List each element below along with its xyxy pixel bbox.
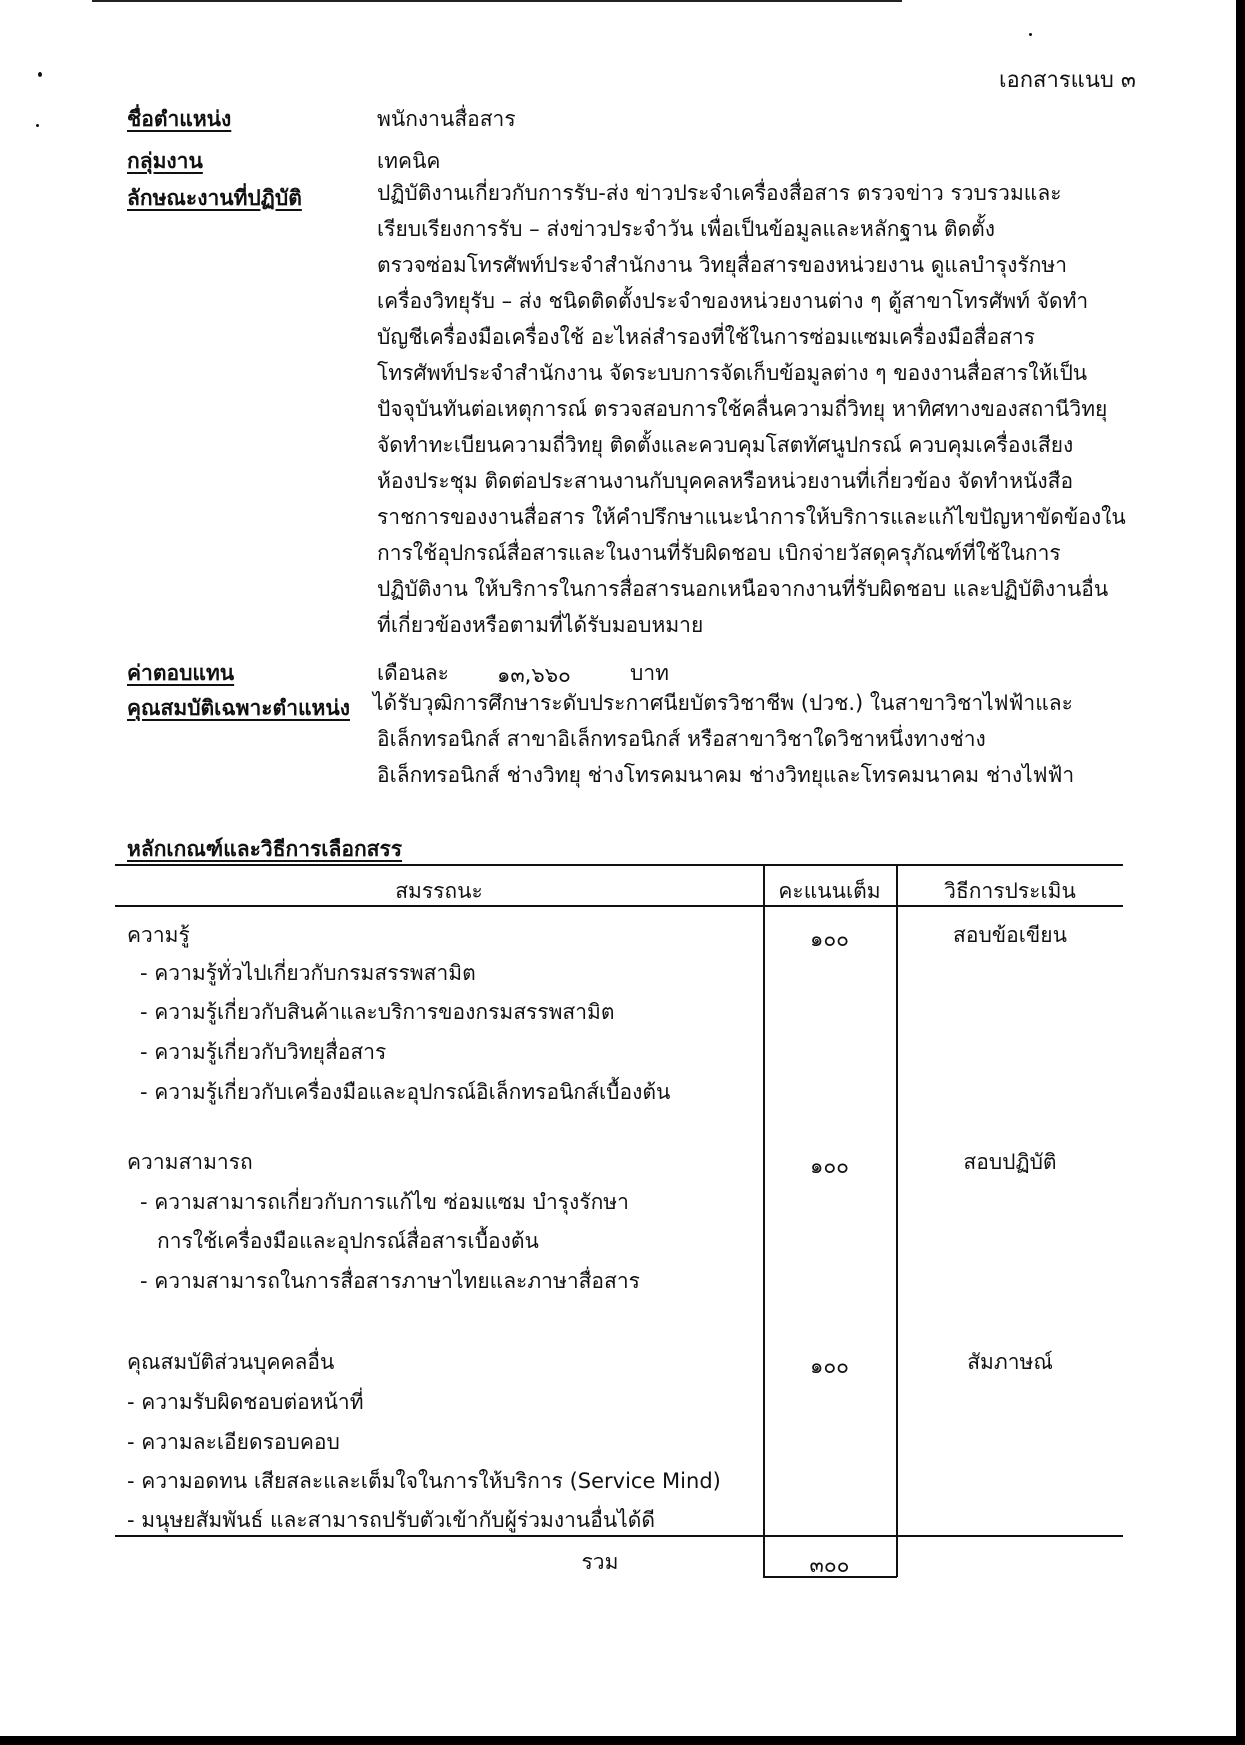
- duties-line: บัญชีเครื่องมือเครื่องใช้ อะไหล่สำรองที่ใช้ในการซ่อมแซมเครื่องมือสื่อสาร: [377, 325, 1036, 349]
- duties-line: ปัจจุบันทันต่อเหตุการณ์ ตรวจสอบการใช้คลื่นความถี่วิทยุ หาทิศทางของสถานีวิทยุ: [377, 397, 1108, 421]
- duties-line: โทรศัพท์ประจำสำนักงาน จัดระบบการจัดเก็บข้อมูลต่าง ๆ ของงานสื่อสารให้เป็น: [377, 361, 1088, 385]
- table-top-rule: [115, 864, 1123, 866]
- personal-score: ๑๐๐: [810, 1354, 849, 1378]
- knowledge-item: - ความรู้เกี่ยวกับวิทยุสื่อสาร: [140, 1040, 387, 1064]
- qualification-label: คุณสมบัติเฉพาะตำแหน่ง: [127, 696, 350, 720]
- column-header-method: วิธีการประเมิน: [944, 879, 1076, 903]
- duties-line: ที่เกี่ยวข้องหรือตามที่ได้รับมอบหมาย: [377, 613, 704, 637]
- duties-line: เรียบเรียงการรับ – ส่งข่าวประจำวัน เพื่อเป็นข้อมูลและหลักฐาน ติดตั้ง: [377, 217, 996, 241]
- ability-item: การใช้เครื่องมือและอุปกรณ์สื่อสารเบื้องต้น: [157, 1229, 539, 1253]
- duties-line: การใช้อุปกรณ์สื่อสารและในงานที่รับผิดชอบ เบิกจ่ายวัสดุครุภัณฑ์ที่ใช้ในการ: [377, 541, 1061, 565]
- ability-score: ๑๐๐: [810, 1154, 849, 1178]
- personal-item: - ความอดทน เสียสละและเต็มใจในการให้บริการ (Service Mind): [127, 1469, 721, 1493]
- ability-item: - ความสามารถในการสื่อสารภาษาไทยและภาษาสื่อสาร: [140, 1269, 640, 1293]
- column-header-full-score: คะแนนเต็ม: [778, 879, 881, 903]
- position-name-value: พนักงานสื่อสาร: [377, 107, 516, 131]
- attachment-label: เอกสารแนบ ๓: [999, 68, 1136, 93]
- column-header-competency: สมรรถนะ: [395, 879, 483, 903]
- knowledge-score: ๑๐๐: [810, 927, 849, 951]
- duties-line: ราชการของงานสื่อสาร ให้คำปรึกษาแนะนำการให้บริการและแก้ไขปัญหาขัดข้องใน: [377, 505, 1126, 529]
- scan-speck: [38, 72, 42, 77]
- personal-title: คุณสมบัติส่วนบุคคลอื่น: [127, 1350, 335, 1374]
- duties-line: จัดทำทะเบียนความถี่วิทยุ ติดตั้งและควบคุมโสตทัศนูปกรณ์ ควบคุมเครื่องเสียง: [377, 433, 1074, 457]
- compensation-unit: บาท: [630, 661, 669, 685]
- personal-item: - ความรับผิดชอบต่อหน้าที่: [127, 1390, 364, 1414]
- personal-item: - มนุษยสัมพันธ์ และสามารถปรับตัวเข้ากับผู้ร่วมงานอื่นได้ดี: [127, 1508, 656, 1532]
- qualification-line: อิเล็กทรอนิกส์ ช่างวิทยุ ช่างโทรคมนาคม ช่างวิทยุและโทรคมนาคม ช่างไฟฟ้า: [377, 763, 1075, 787]
- selection-heading: หลักเกณฑ์และวิธีการเลือกสรร: [127, 837, 403, 861]
- total-label: รวม: [581, 1550, 619, 1574]
- scan-speck: [36, 124, 39, 127]
- compensation-label: ค่าตอบแทน: [127, 661, 235, 685]
- knowledge-method: สอบข้อเขียน: [953, 923, 1067, 947]
- ability-title: ความสามารถ: [127, 1150, 253, 1174]
- col-divider-score-left: [763, 864, 765, 1577]
- total-score: ๓๐๐: [809, 1553, 850, 1577]
- knowledge-item: - ความรู้ทั่วไปเกี่ยวกับกรมสรรพสามิต: [140, 961, 476, 985]
- compensation-amount: ๑๓,๖๖๐: [497, 663, 571, 687]
- personal-item: - ความละเอียดรอบคอบ: [127, 1430, 340, 1454]
- scan-speck: [1029, 33, 1032, 36]
- duties-line: ปฏิบัติงาน ให้บริการในการสื่อสารนอกเหนือจากงานที่รับผิดชอบ และปฏิบัติงานอื่น: [377, 577, 1109, 601]
- position-name-label: ชื่อตำแหน่ง: [127, 107, 232, 131]
- duties-line: ตรวจซ่อมโทรศัพท์ประจำสำนักงาน วิทยุสื่อสารของหน่วยงาน ดูแลบำรุงรักษา: [377, 253, 1068, 277]
- knowledge-item: - ความรู้เกี่ยวกับสินค้าและบริการของกรมสรรพสามิต: [140, 1000, 615, 1024]
- qualification-line: ได้รับวุฒิการศึกษาระดับประกาศนียบัตรวิชาชีพ (ปวช.) ในสาขาวิชาไฟฟ้าและ: [373, 691, 1073, 715]
- duties-label: ลักษณะงานที่ปฏิบัติ: [127, 186, 302, 210]
- ability-item: - ความสามารถเกี่ยวกับการแก้ไข ซ่อมแซม บำรุงรักษา: [140, 1190, 629, 1214]
- ability-method: สอบปฏิบัติ: [963, 1150, 1057, 1174]
- knowledge-item: - ความรู้เกี่ยวกับเครื่องมือและอุปกรณ์อิเล็กทรอนิกส์เบื้องต้น: [140, 1080, 671, 1104]
- scan-edge-right: [1236, 0, 1245, 1745]
- scan-edge-bottom: [0, 1736, 1245, 1745]
- duties-line: ปฏิบัติงานเกี่ยวกับการรับ-ส่ง ข่าวประจำเครื่องสื่อสาร ตรวจข่าว รวบรวมและ: [377, 181, 1062, 205]
- personal-method: สัมภาษณ์: [967, 1350, 1053, 1374]
- work-group-label: กลุ่มงาน: [127, 149, 203, 173]
- duties-line: ห้องประชุม ติดต่อประสานงานกับบุคคลหรือหน่วยงานที่เกี่ยวข้อง จัดทำหนังสือ: [377, 469, 1074, 493]
- qualification-line: อิเล็กทรอนิกส์ สาขาอิเล็กทรอนิกส์ หรือสาขาวิชาใดวิชาหนึ่งทางช่าง: [377, 727, 986, 751]
- compensation-prefix: เดือนละ: [377, 661, 449, 685]
- duties-line: เครื่องวิทยุรับ – ส่ง ชนิดติดตั้งประจำของหน่วยงานต่าง ๆ ตู้สาขาโทรศัพท์ จัดทำ: [377, 289, 1089, 313]
- col-divider-score-right: [896, 864, 898, 1577]
- knowledge-title: ความรู้: [127, 923, 190, 947]
- work-group-value: เทคนิค: [377, 149, 441, 173]
- scan-edge-top: [92, 0, 902, 2]
